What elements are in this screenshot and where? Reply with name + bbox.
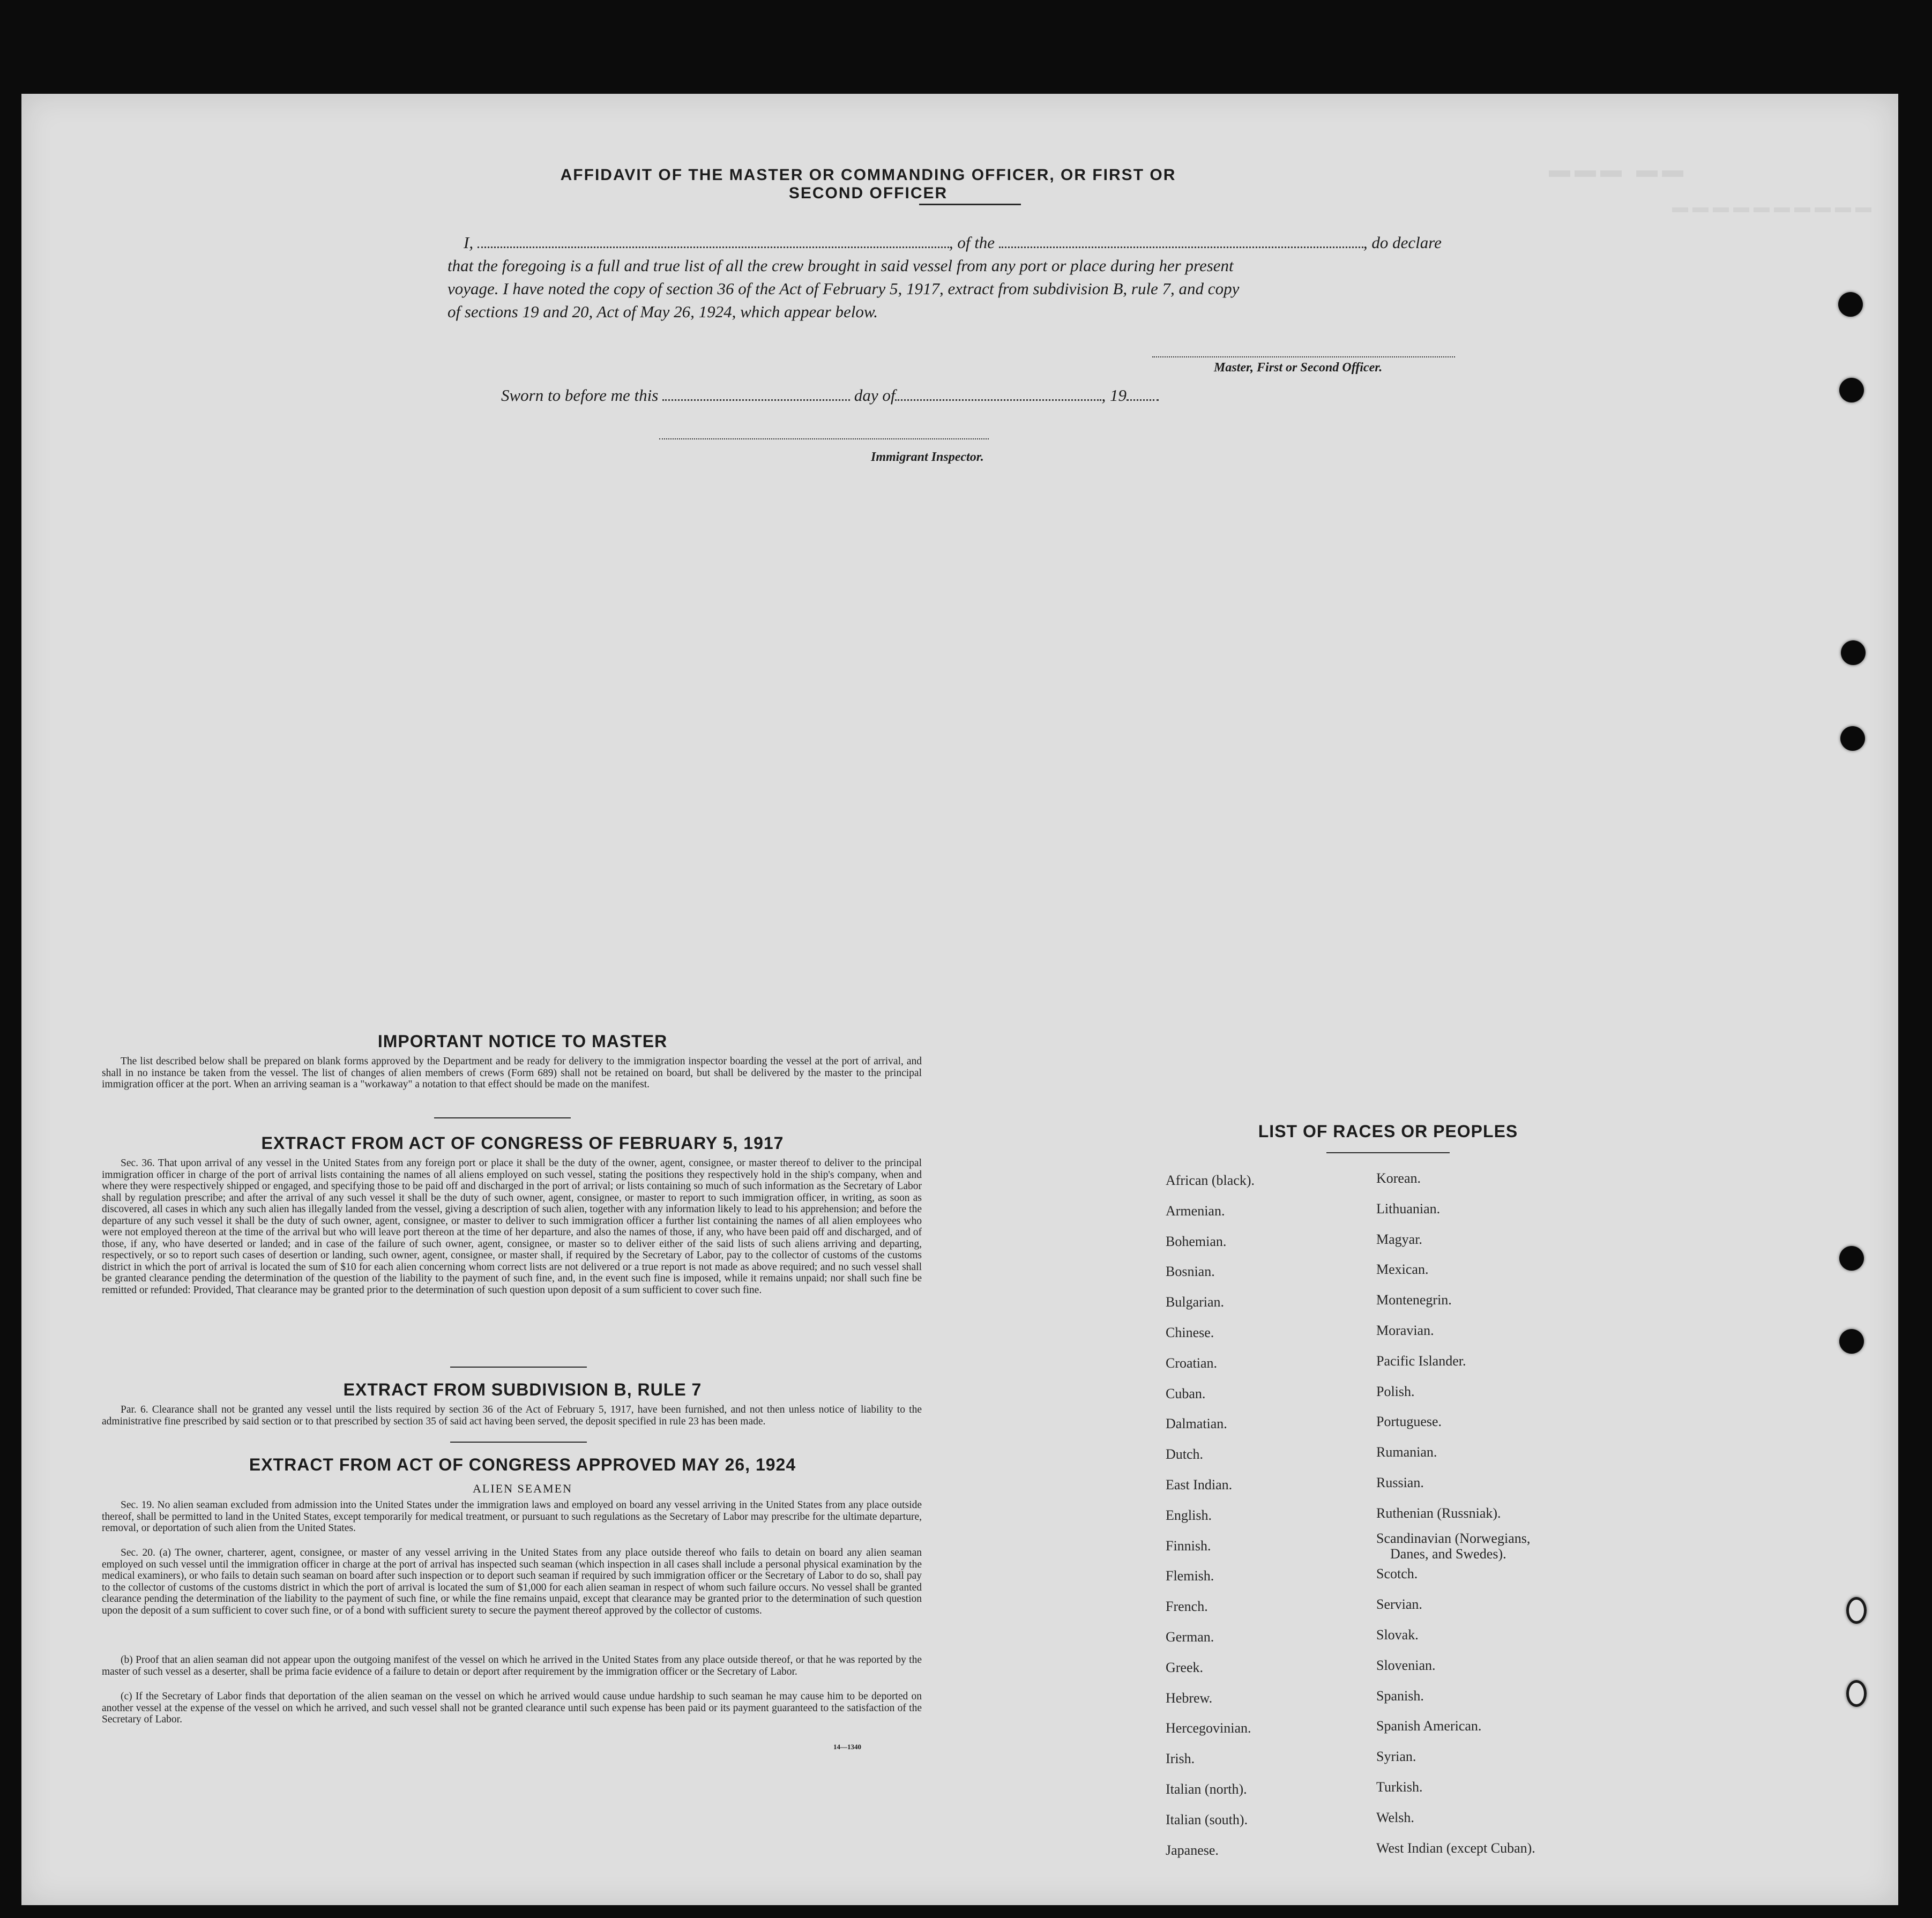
race-item: Scotch. [1376,1566,1418,1582]
race-item: Portuguese. [1376,1414,1442,1430]
race-item: Italian (north). [1166,1781,1247,1797]
race-item: Magyar. [1376,1231,1422,1247]
inspector-caption: Immigrant Inspector. [871,450,984,464]
section-rule [450,1367,587,1368]
race-item: Spanish. [1376,1688,1424,1704]
race-item: Slovenian. [1376,1657,1436,1673]
sec-20c-text: (c) If the Secretary of Labor finds that deportation of the alien seaman on the vessel on which he arrived would cause undue hardship to such seaman he may cause him to be deported on another vessel at the expense of the vessel on which he arrived, and such vessel shall not be granted clearance until such expense has been paid or its payment guaranteed to the satisfaction of the Secretary of Labor. [102,1691,922,1725]
day-blank [662,399,850,401]
sec-19-text: Sec. 19. No alien seaman excluded from admission into the United States under the immigration laws and employed on board any vessel arriving in the United States from any place outside thereof, shall be permitted to land in the United States, except temporarily for medical treatment, or pursuant to such regulations as the Secretary of Labor may prescribe for the ultimate departure, removal, or deportation of such alien from the United States. [102,1499,922,1534]
race-item: Moravian. [1376,1323,1434,1338]
title-rule [919,204,1021,205]
name-blank [478,246,949,248]
race-item: Armenian. [1166,1203,1225,1219]
races-title: LIST OF RACES OR PEOPLES [1258,1122,1518,1141]
sec-20b-text: (b) Proof that an alien seaman did not appear upon the outgoing manifest of the vessel on which he arrived in the United States from any place outside thereof, or that he was reported by the master of such vessel as a deserter, shall be prima facie evidence of a failure to detain or deport after requirement by the immigration officer or the Secretary of Labor. [102,1654,922,1677]
document-page [21,94,1898,1905]
race-item: Pacific Islander. [1376,1353,1466,1369]
race-item: Polish. [1376,1383,1415,1399]
race-item: Lithuanian. [1376,1200,1441,1217]
sworn-prefix: Sworn to before me this [501,386,659,405]
section-rule [450,1442,587,1443]
race-item: Chinese. [1166,1325,1214,1340]
race-item: Greek. [1166,1659,1204,1675]
race-item: Rumanian. [1376,1444,1437,1460]
race-item: Japanese. [1166,1842,1219,1858]
notice-text: The list described below shall be prepared on blank forms approved by the Department and be ready for delivery to the immigration inspector boarding the vessel at the port of arrival, and shall in no instance be taken from the vessel. The list of changes of alien members of crews (Form 689) shall not be retained on board, but shall be delivered by the master to the principal immigration officer at the port. When an arriving seaman is a "workaway" a notation to that effect should be made on the manifest. [102,1056,922,1090]
race-item: Cuban. [1166,1385,1206,1401]
race-item: Croatian. [1166,1355,1218,1371]
punch-hole [1839,378,1864,402]
punch-hole [1846,1680,1867,1707]
race-item: English. [1166,1507,1212,1523]
year-blank [1127,399,1159,401]
affidavit-line-2: that the foregoing is a full and true list of all the crew brought in said vessel from any port or place during her present [447,256,1234,275]
race-item: Flemish. [1166,1568,1214,1584]
signature-caption: Master, First or Second Officer. [1214,361,1383,375]
punch-hole [1839,1246,1864,1271]
vessel-blank [999,246,1363,248]
sec-20a-text: Sec. 20. (a) The owner, charterer, agent, consignee, or master of any vessel arriving in the United States from any place outside thereof who fails to detain on board any alien seaman employed on such vessel until the immigration officer in charge at the port of arrival has inspected such seaman (which inspection in all cases shall include a personal physical examination by the medical examiners), or who fails to detain such seaman on board after such inspection or to deport such seaman if required by such immigration officer or the Secretary of Labor to do so, shall pay to the collector of customs of the customs district in which the port of arrival is located the sum of $1,000 for each alien seaman in respect of whom such failure occurs. No vessel shall be granted clearance pending the determination of the liability to the payment of such fine, or while the fine remains unpaid, except that clearance may be granted prior to the determination of such question upon the deposit of a sum sufficient to cover such fine, or of a bond with sufficient surety to secure the payment thereof approved by the collector of customs. [102,1547,922,1616]
race-item: Scandinavian (Norwegians, Danes, and Swedes). [1376,1530,1531,1562]
race-item: East Indian. [1166,1477,1233,1492]
race-item: Finnish. [1166,1538,1211,1554]
extract-1924-title: EXTRACT FROM ACT OF CONGRESS APPROVED MAY 26, 1924 [249,1455,796,1474]
extract-1924-subtitle: ALIEN SEAMEN [473,1482,572,1495]
race-item: Montenegrin. [1376,1292,1452,1308]
punch-hole [1839,1329,1864,1354]
affidavit-title: AFFIDAVIT OF THE MASTER OR COMMANDING OFFICER, OR FIRST OR SECOND OFFICER [560,166,1176,202]
race-item: German. [1166,1629,1214,1645]
race-item: African (black). [1166,1173,1255,1188]
race-item: Syrian. [1376,1749,1416,1765]
race-item: Mexican. [1376,1262,1429,1278]
race-item: Korean. [1376,1170,1421,1186]
extract-1917-text: Sec. 36. That upon arrival of any vessel in the United States from any foreign port or place it shall be the duty of the owner, agent, consignee, or master thereof to deliver to the principal immigration officer in charge of the port of arrival lists containing the names of all aliens employed on such vessel, stating the positions they respectively hold in the ship's company, when and where they were respectively shipped or engaged, and specifying those to be paid off and discharged in the port of arrival; or lists containing so much of such information as the Secretary of Labor shall by regulation prescribe; and after the arrival of any such vessel it shall be the duty of such owner, agent, consignee, or master to report to such immigration officer, in writing, as soon as discovered, all cases in which any such alien has illegally landed from the vessel, giving a description of such alien, together with any information likely to lead to his apprehension; and before the departure of any such vessel it shall be the duty of such owner, agent, consignee, or master to deliver to such immigration officer a further list containing the names of all alien employees who were not employed thereon at the time of the arrival but who will leave port thereon at the time of her departure, and also the names of those, if any, who have been paid off and discharged, and of those, if any, who have deserted or landed; and in case of the failure of such owner, agent, consignee, or master so to deliver either of the said lists of such aliens arriving and departing, respectively, or so to report such cases of desertion or landing, such owner, agent, consignee, or master shall, if required by the Secretary of Labor, pay to the collector of customs of the customs district in which the port of arrival is located the sum of $10 for each alien concerning whom correct lists are not delivered or a true report is not made as above required; and no such vessel shall be granted clearance pending the determination of the question of the liability to the payment of such fine, and, in the event such fine is imposed, while it remains unpaid; nor shall such fine be remitted or refunded: Provided, That clearance may be granted prior to the determination of such question upon deposit of a sum sufficient to cover such fine. [102,1158,922,1296]
form-number: 14—1340 [833,1743,861,1751]
punch-hole [1846,1597,1867,1624]
notice-title: IMPORTANT NOTICE TO MASTER [377,1032,668,1051]
inspector-line [659,438,989,439]
affidavit-i: I, [464,233,474,252]
race-item: Bosnian. [1166,1264,1215,1280]
sworn-line [501,386,1159,405]
bleed-through-mark: ▬▬▬▬▬▬▬▬▬▬ [1672,198,1876,216]
month-blank [895,399,1101,401]
extract-1917-title: EXTRACT FROM ACT OF CONGRESS OF FEBRUARY 5, 1917 [261,1133,784,1153]
race-item: Servian. [1376,1596,1422,1613]
race-item: Ruthenian (Russniak). [1376,1505,1501,1521]
section-rule [434,1117,571,1118]
race-item: Spanish American. [1376,1718,1482,1734]
race-item: West Indian (except Cuban). [1376,1840,1535,1856]
race-item: Hebrew. [1166,1690,1213,1706]
race-item: Turkish. [1376,1779,1423,1795]
signature-line [1152,356,1455,357]
extract-rule7-title: EXTRACT FROM SUBDIVISION B, RULE 7 [343,1380,702,1399]
sworn-year: , 19 [1101,386,1127,405]
race-item: Welsh. [1376,1809,1414,1825]
affidavit-line-4: of sections 19 and 20, Act of May 26, 1924, which appear below. [447,302,878,321]
punch-hole [1840,726,1865,751]
races-title-rule [1326,1152,1450,1153]
race-item: Dutch. [1166,1446,1204,1462]
race-item: Irish. [1166,1751,1195,1767]
punch-hole [1838,292,1863,317]
race-item: Italian (south). [1166,1811,1248,1827]
race-item: Bohemian. [1166,1233,1227,1249]
race-item: Hercegovinian. [1166,1720,1251,1736]
race-item: Slovak. [1376,1627,1419,1643]
race-item: Russian. [1376,1475,1424,1490]
race-item: Bulgarian. [1166,1294,1225,1310]
affidavit-of-the: , of the [949,233,995,252]
race-item: Dalmatian. [1166,1416,1227,1432]
affidavit-line-3: voyage. I have noted the copy of section 36 of the Act of February 5, 1917, extract from subdivision B, rule 7, and copy [447,279,1240,298]
race-item: French. [1166,1599,1208,1615]
punch-hole [1841,640,1866,665]
sworn-day-of: day of [854,386,896,405]
affidavit-line-1 [464,233,1442,252]
extract-rule7-text: Par. 6. Clearance shall not be granted any vessel until the lists required by section 36 of the Act of February 5, 1917, have been furnished, and not then unless notice of liability to the administrative fine prescribed by said section or to that prescribed by section 35 of said act having been served, the deposit specified in rule 23 has been made. [102,1404,922,1427]
bleed-through-mark: ▬▬▬ ▬▬ [1549,158,1688,182]
affidavit-declare: , do declare [1363,233,1442,252]
